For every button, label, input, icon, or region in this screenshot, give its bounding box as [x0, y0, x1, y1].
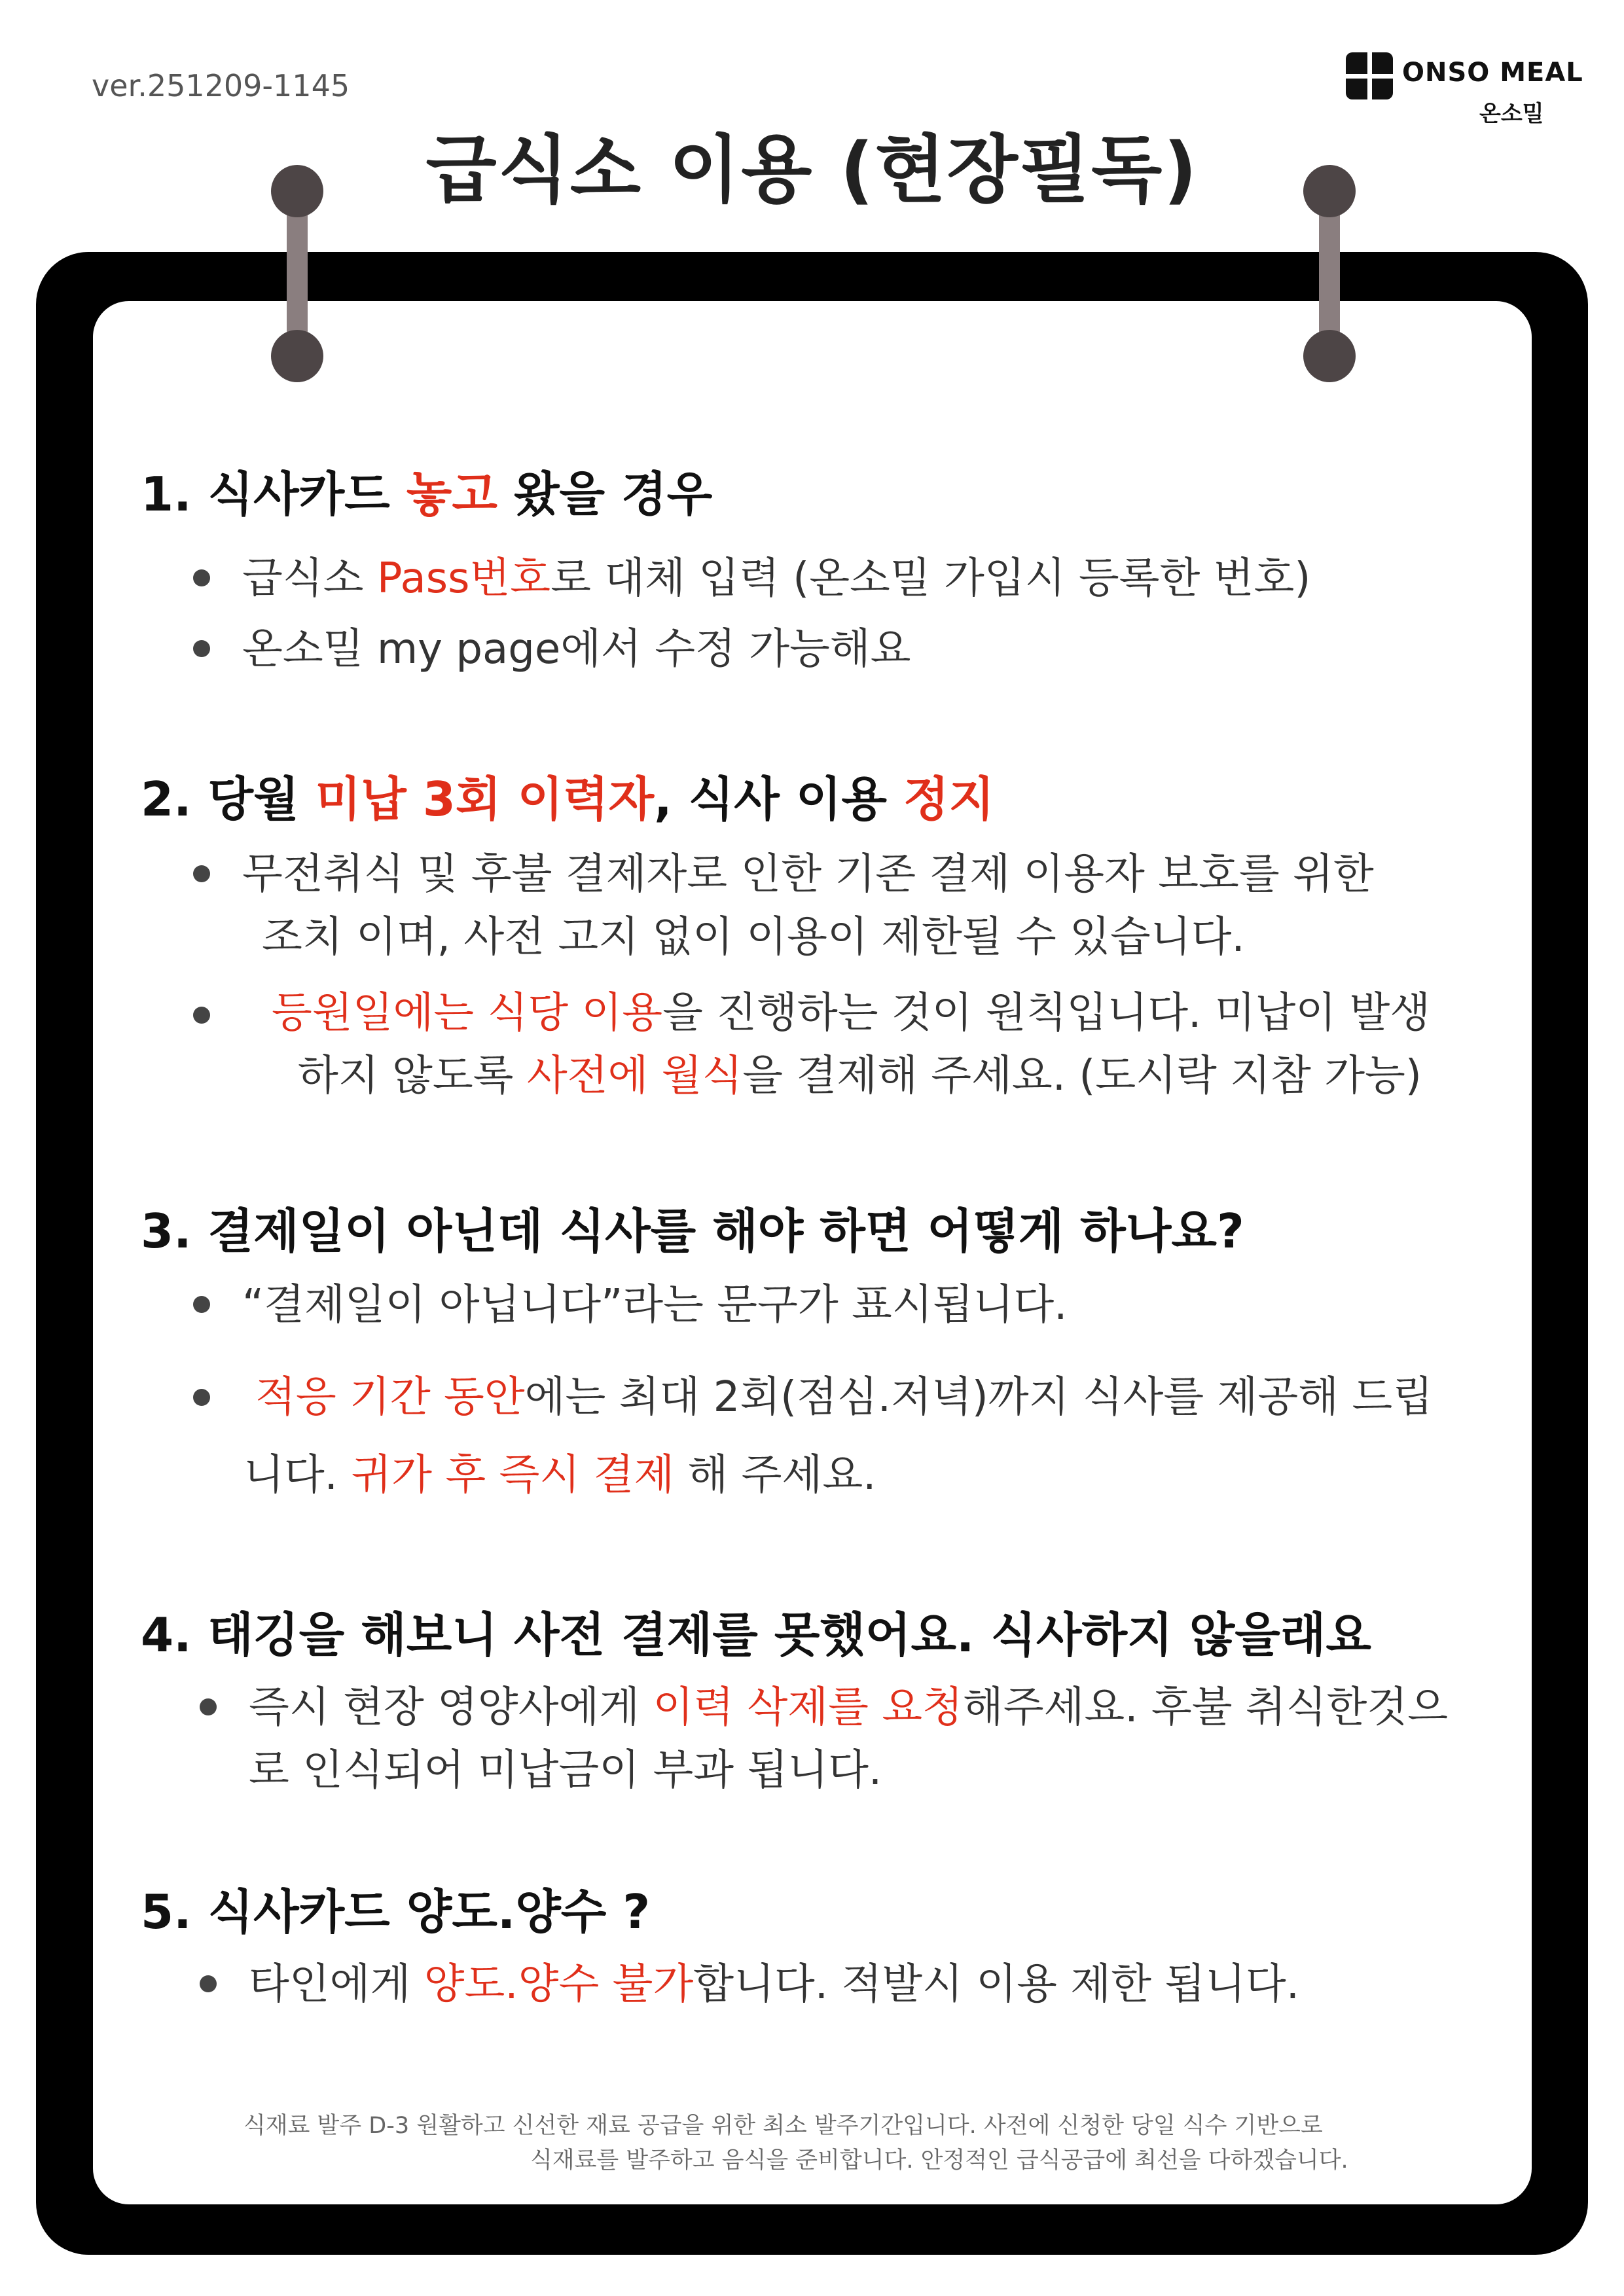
brand-name: ONSO MEAL [1402, 58, 1583, 88]
heading-text: 5. 식사카드 양도.양수 ? [141, 1884, 651, 1939]
bullet-text: 무전취식 및 후불 결제자로 인한 기존 결제 이용자 보호를 위한 [242, 850, 1374, 899]
list-item [141, 982, 1528, 1107]
heading-text: 4. 태깅을 해보니 사전 결제를 못했어요. 식사하지 않을래요 [141, 1607, 1371, 1662]
bullet-text: 로 인식되어 미납금이 부과 됩니다. [249, 1746, 882, 1795]
section-heading [141, 1607, 1528, 1663]
binder-ring-left-icon [271, 165, 323, 387]
bullet-text: 니다. [244, 1450, 352, 1499]
onso-meal-logo-icon [1346, 52, 1393, 99]
bullet-text: 온소밀 my page에서 수정 가능해요 [242, 625, 911, 674]
section-heading [141, 1203, 1528, 1259]
version-label: ver.251209-1145 [92, 68, 350, 103]
bullet-highlight: 이력 삭제를 요청 [653, 1683, 963, 1732]
list-item [141, 618, 1528, 681]
footer-line-2: 식재료를 발주하고 음식을 준비합니다. 안정적인 급식공급에 최선을 다하겠습니다. [530, 2147, 1348, 2174]
section-3 [141, 1203, 1528, 1514]
section-4 [141, 1607, 1528, 1802]
bullet-text: 하지 않도록 [298, 1052, 527, 1101]
list-item [141, 843, 1528, 969]
bullet-text: 즉시 현장 영양사에게 [249, 1683, 653, 1732]
bullet-highlight: 등원일에는 식당 이용 [272, 989, 663, 1038]
binder-ring-right-icon [1303, 165, 1356, 387]
heading-text: 왔을 경우 [497, 467, 713, 522]
bullet-text: 해 주세요. [674, 1450, 876, 1499]
heading-highlight: 정지 [903, 772, 995, 827]
section-2 [141, 771, 1528, 1107]
brand-subtitle: 온소밀 [1479, 101, 1544, 127]
bullet-highlight: 양도.양수 불가 [424, 1960, 694, 2009]
list-item [141, 547, 1528, 610]
bullet-highlight: 사전에 월식 [526, 1052, 743, 1101]
footer-note [93, 2109, 1532, 2178]
bullet-text: 합니다. 적발시 이용 제한 됩니다. [693, 1960, 1300, 2009]
heading-highlight: 미납 3회 이력자 [315, 772, 655, 827]
section-heading [141, 771, 1528, 827]
page-title: 급식소 이용 (현장필독) [425, 128, 1199, 213]
bullet-text: “결제일이 아닙니다”라는 문구가 표시됩니다. [242, 1281, 1068, 1330]
heading-text: 2. 당월 [141, 772, 316, 827]
bullet-text: 에는 최대 2회(점심.저녁)까지 식사를 제공해 드립 [524, 1373, 1434, 1422]
list-item [141, 1274, 1528, 1336]
bullet-highlight: Pass번호 [376, 554, 551, 603]
bullet-highlight: 귀가 후 즉시 결제 [351, 1450, 675, 1499]
section-5 [141, 1884, 1528, 2016]
bullet-text: 조치 이며, 사전 고지 없이 이용이 제한될 수 있습니다. [262, 913, 1245, 962]
bullet-text: 로 대체 입력 (온소밀 가입시 등록한 번호) [550, 554, 1311, 603]
list-item [141, 1953, 1528, 2016]
section-heading [141, 466, 1528, 522]
list-item [141, 1359, 1528, 1514]
bullet-text: 급식소 [242, 554, 377, 603]
heading-highlight: 놓고 [406, 467, 497, 522]
section-1 [141, 466, 1528, 681]
section-heading [141, 1884, 1528, 1940]
heading-text: 3. 결제일이 아닌데 식사를 해야 하면 어떻게 하나요? [141, 1204, 1244, 1259]
footer-line-1: 식재료 발주 D-3 원활하고 신선한 재료 공급을 위한 최소 발주기간입니다. 사전에 신청한 당일 식수 기반으로 [244, 2113, 1323, 2139]
heading-text: 1. 식사카드 [141, 467, 406, 522]
heading-text: , 식사 이용 [654, 772, 903, 827]
bullet-text: 타인에게 [249, 1960, 424, 2009]
bullet-text: 을 결제해 주세요. (도시락 지참 가능) [742, 1052, 1422, 1101]
list-item [141, 1676, 1528, 1802]
bullet-text: 을 진행하는 것이 원칙입니다. 미납이 발생 [662, 989, 1431, 1038]
bullet-text: 해주세요. 후불 취식한것으 [962, 1683, 1449, 1732]
bullet-highlight: 적응 기간 동안 [255, 1373, 525, 1422]
